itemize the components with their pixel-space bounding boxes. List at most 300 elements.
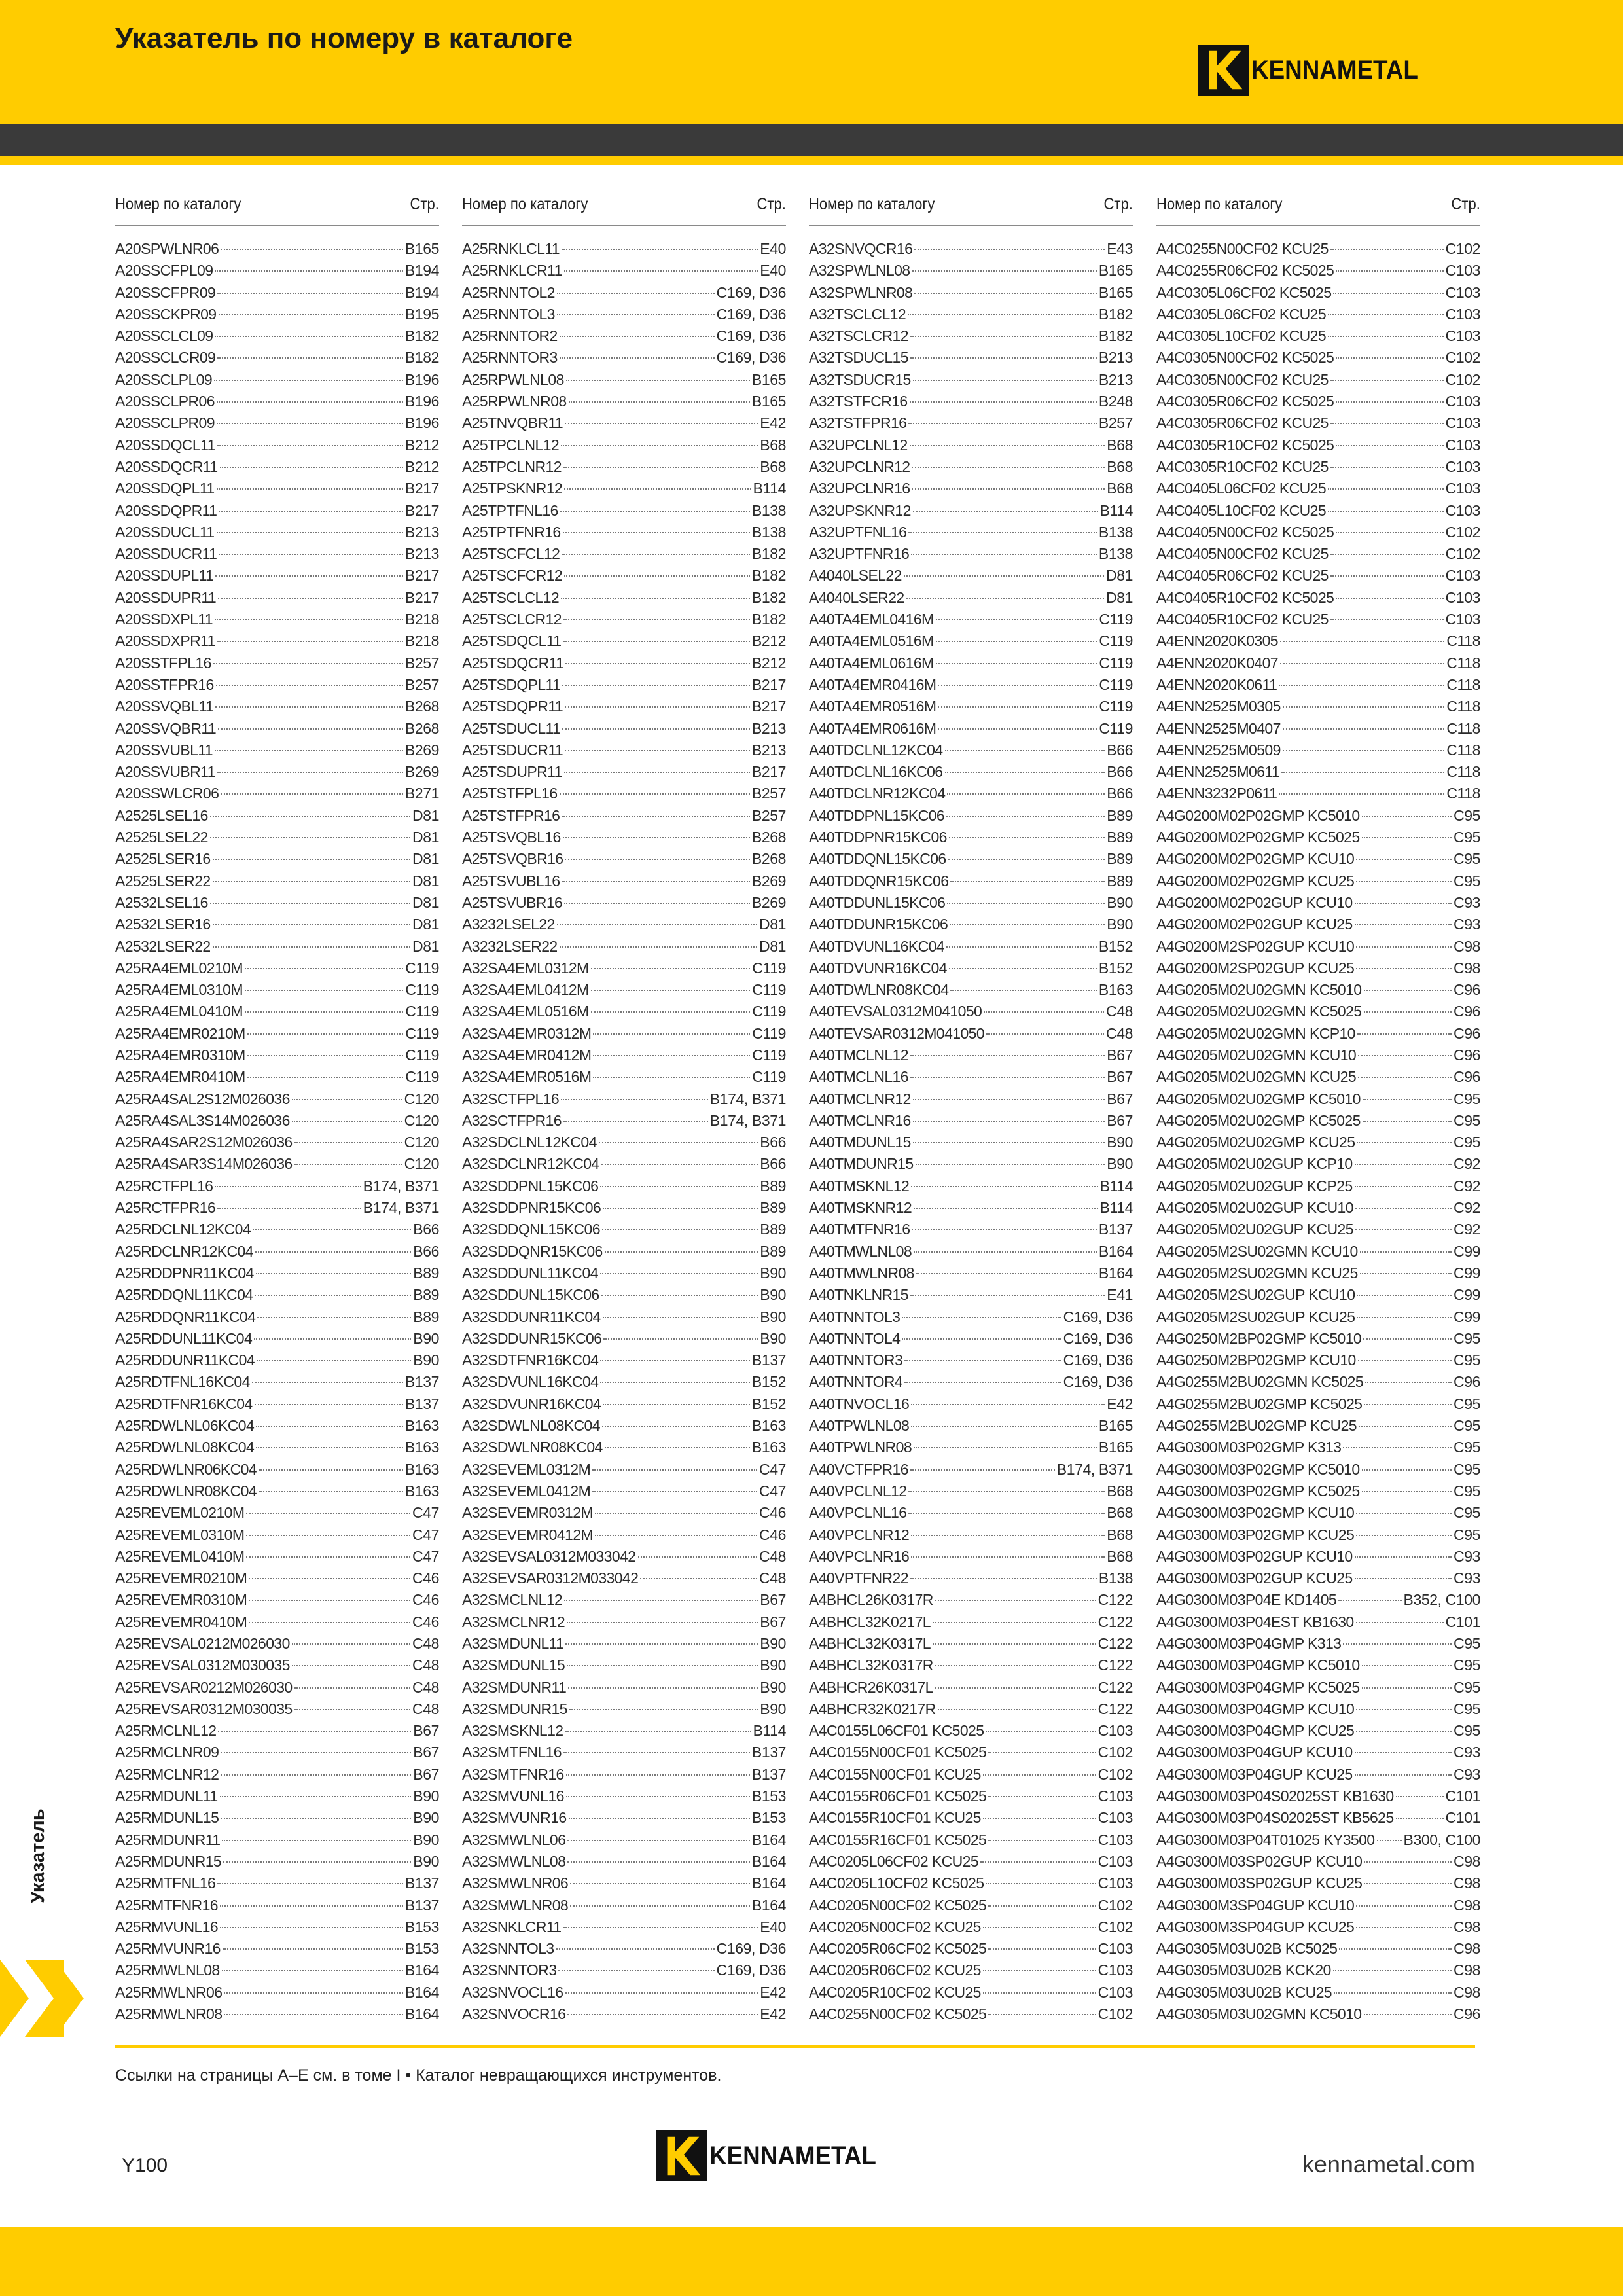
index-entry [809,1742,1133,1763]
index-entry [115,1851,439,1873]
page-reference: C103 [1097,1962,1133,1979]
page-reference: B114 [753,480,786,497]
index-entry [115,412,439,434]
catalog-number: A4G0300M03P02GMP KCU10 [1156,1504,1355,1522]
page-reference: C48 [412,1678,439,1696]
catalog-number: A40TA4EMR0516M [809,698,936,715]
dot-leader [570,1883,750,1884]
page-reference: E42 [760,1983,786,2001]
page-reference: C103 [1097,1722,1133,1740]
catalog-number: A2525LSEL22 [115,829,208,846]
index-entry [1156,1241,1480,1263]
page-reference: C99 [1454,1242,1480,1260]
catalog-number: A25TPCLNL12 [462,436,560,454]
index-entry [1156,1175,1480,1197]
page-reference: C103 [1445,588,1480,606]
index-entry [809,936,1133,958]
dot-leader [950,924,1105,925]
dot-leader [253,1229,411,1230]
page-reference: C95 [1454,1700,1480,1717]
dot-leader [603,1208,758,1209]
dot-leader [294,1164,402,1165]
page-reference: B153 [751,1809,786,1827]
page-reference: B213 [751,741,786,759]
index-entry [115,1633,439,1655]
catalog-number: A32SA4EMR0312M [462,1024,592,1042]
catalog-number: A40TDDUNR15KC06 [809,916,948,933]
page-reference: B217 [751,698,786,715]
kennametal-mark-icon [656,2130,707,2181]
dot-leader [294,1687,410,1689]
index-entry [115,238,439,260]
page-reference: C103 [1445,611,1480,628]
index-entry [809,740,1133,761]
dot-leader [563,532,750,533]
dot-leader [292,1121,402,1122]
page-reference: C119 [1099,675,1133,693]
column-rule [809,225,1133,226]
index-entry [462,1851,786,1873]
page-reference: B257 [751,806,786,824]
page-reference: B66 [1107,741,1133,759]
dot-leader [217,772,403,773]
page-reference: C102 [1097,1896,1133,1914]
index-entry [115,1655,439,1676]
index-entry [1156,1284,1480,1306]
index-entry [462,522,786,543]
page-reference: B137 [404,1874,439,1892]
index-entry [1156,848,1480,870]
index-entry [1156,1219,1480,1240]
page-reference: C103 [1445,305,1480,323]
catalog-number: A25RDCLNL12KC04 [115,1221,251,1238]
dot-leader [216,685,403,686]
page-reference: B182 [404,327,439,345]
index-entry [1156,674,1480,696]
dot-leader [213,881,410,882]
catalog-number: A4C0405L06CF02 KCU25 [1156,480,1327,497]
catalog-number: A4G0205M02U02GUP KCU25 [1156,1221,1353,1238]
column-header [115,191,439,217]
index-entry [1156,1873,1480,1894]
dot-leader [255,1251,411,1253]
catalog-number: A32SEVSAR0312M033042 [462,1570,639,1587]
dot-leader [911,1535,1105,1536]
catalog-number: A25TSCFCL12 [462,545,560,563]
index-entry [462,260,786,281]
catalog-number: A32UPSKNR12 [809,501,911,519]
catalog-number: A4G0300M03P02GMP KC5025 [1156,1482,1360,1499]
catalog-number: A40TA4EML0616M [809,654,934,672]
index-entry [1156,1698,1480,1720]
catalog-number: A32TSDUCR15 [809,370,911,388]
index-entry [1156,979,1480,1001]
index-entry [462,1807,786,1829]
catalog-number: A25RNNTOR3 [462,349,558,367]
index-entry [809,1197,1133,1219]
catalog-number: A4G0300M03P02GUP KCU25 [1156,1570,1353,1587]
dot-leader [294,1142,402,1143]
index-entry [462,304,786,325]
index-entry [115,1589,439,1611]
index-entry [462,1132,786,1153]
page-reference: B300, C100 [1403,1831,1480,1848]
index-entry [1156,1197,1480,1219]
dot-leader [565,663,750,664]
dot-leader [1355,903,1452,904]
catalog-number: A4C0305N00CF02 KC5025 [1156,349,1334,367]
dot-leader [1356,1622,1444,1623]
dot-leader [217,1883,403,1884]
dot-leader [591,968,751,969]
dot-leader [933,1643,1096,1645]
dot-leader [950,990,1096,991]
index-entry [462,1241,786,1263]
page-reference: E40 [760,262,786,279]
kennametal-mark-icon [1198,45,1249,96]
index-entry [809,1829,1133,1851]
dot-leader [640,1578,757,1579]
index-entry [809,1088,1133,1110]
catalog-number: A4G0300M03P04GMP KC5010 [1156,1657,1360,1674]
index-entry [462,1371,786,1393]
catalog-number: A4G0255M2BU02GMP KCU25 [1156,1417,1357,1435]
catalog-number: A40TMTFNR16 [809,1221,910,1238]
catalog-number: A40TA4EML0516M [809,632,934,650]
catalog-number: A4ENN2020K0407 [1156,654,1278,672]
page-reference: C119 [405,1068,439,1086]
index-entry [115,609,439,630]
catalog-number: A40TNNTOL3 [809,1308,901,1325]
page-reference: D81 [1106,567,1133,584]
dot-leader [988,1752,1096,1753]
dot-leader [567,2014,758,2015]
page-reference: B138 [1098,545,1133,563]
index-entry [115,696,439,717]
dot-leader [220,467,403,468]
catalog-number: A4G0250M2BP02GMP KCU10 [1156,1352,1356,1369]
index-entry [462,325,786,347]
page-reference: B163 [404,1482,439,1499]
page-reference: C95 [1454,1482,1480,1499]
catalog-number: A20SSWLCR06 [115,785,219,802]
dot-leader [565,706,750,708]
kennametal-logo [1198,45,1433,96]
page-reference: C46 [412,1570,439,1587]
index-entry [115,630,439,652]
dot-leader [910,1469,1055,1471]
page-reference: C103 [1445,480,1480,497]
page-reference: C103 [1445,457,1480,475]
index-entry [809,870,1133,892]
dot-leader [214,380,403,381]
index-entry [809,1132,1133,1153]
catalog-number: A25RMWLNR08 [115,2005,223,2023]
catalog-number: A32TSTFPR16 [809,414,907,432]
dot-leader [1357,1295,1452,1296]
index-entry [115,282,439,304]
catalog-number: A20SPWLNR06 [115,240,219,257]
column-rule [115,225,439,226]
index-entry [462,1045,786,1066]
dot-leader [1364,2014,1452,2015]
dot-leader [1356,1535,1452,1536]
page-reference: C120 [404,1155,439,1173]
dot-leader [1360,1273,1452,1274]
dot-leader [560,357,715,359]
page-reference: C169, D36 [716,305,786,323]
dot-leader [605,1447,750,1448]
index-entry [115,1023,439,1045]
index-entry [1156,500,1480,522]
dot-leader [557,293,715,294]
index-entry [1156,1350,1480,1371]
index-entry [115,718,439,740]
page-reference: C95 [1454,1111,1480,1129]
catalog-number: A25RNKLCR11 [462,262,562,279]
catalog-number: A25TSVUBR16 [462,893,563,911]
page-reference: C122 [1097,1635,1133,1652]
catalog-number: A25TSCLCL12 [462,588,560,606]
index-entry [462,1001,786,1022]
catalog-number: A32UPCLNR12 [809,457,910,475]
catalog-number: A40TMCLNL12 [809,1046,908,1064]
dot-leader [988,1840,1096,1841]
page-reference: C120 [404,1090,439,1107]
dot-leader [558,1970,714,1971]
index-entry [462,783,786,804]
page-reference: E42 [760,2005,786,2023]
page-reference: C118 [1446,675,1480,693]
catalog-number: A4ENN3232P0611 [1156,785,1277,802]
index-entry [115,1066,439,1088]
dot-leader [988,1948,1096,1950]
page-reference: C169, D36 [716,1940,786,1958]
page-reference: B90 [1107,893,1133,911]
page-reference: B67 [413,1744,439,1761]
page-reference: B68 [1107,1482,1133,1499]
dot-leader [1280,663,1444,664]
page-reference: C92 [1454,1199,1480,1217]
index-entry [1156,958,1480,979]
page-reference: E43 [1107,240,1133,257]
page-reference: C119 [1099,632,1133,650]
dot-leader [911,1186,1097,1187]
dot-leader [1333,293,1443,294]
page-reference: B195 [404,305,439,323]
index-entry [809,979,1133,1001]
dot-leader [220,1905,403,1907]
catalog-number: A4C0155R16CF01 KC5025 [809,1831,987,1848]
page-reference: B164 [404,1962,439,1979]
catalog-number: A4BHCL26K0317R [809,1591,933,1609]
entry-list [809,238,1133,2025]
dot-leader [292,1665,410,1666]
catalog-number: A40VPCLNL12 [809,1482,907,1499]
page-reference: C99 [1454,1264,1480,1282]
index-entry [115,1960,439,1981]
index-entry [115,1785,439,1807]
catalog-number: A32SMWLNL06 [462,1831,566,1848]
index-entry [115,1480,439,1502]
catalog-number: A32SMDUNR15 [462,1700,567,1717]
dot-leader [910,1578,1097,1579]
page-reference: B217 [751,763,786,781]
index-entry [1156,391,1480,412]
catalog-number: A40TMDUNL15 [809,1134,911,1151]
page-reference: C103 [1445,567,1480,584]
page-reference: C47 [412,1526,439,1543]
page-reference: C95 [1454,1657,1480,1674]
index-entry [1156,870,1480,892]
catalog-number: A25REVSAR0312M030035 [115,1700,293,1717]
index-entry [115,936,439,958]
dot-leader [1362,816,1452,817]
footer-rule [115,2045,1475,2048]
index-entry [462,1546,786,1568]
dot-leader [564,488,751,490]
index-entry [115,1306,439,1328]
page-reference: C122 [1097,1657,1133,1674]
catalog-number: A25RMTFNR16 [115,1896,218,1914]
catalog-number: A25RA4SAL3S14M026036 [115,1111,290,1129]
index-entry [115,1415,439,1437]
catalog-number: A40TDCLNL12KC04 [809,741,943,759]
page-reference: C119 [1099,611,1133,628]
page-reference: B152 [751,1395,786,1412]
catalog-number: A25TPSKNR12 [462,480,563,497]
index-entry [462,1742,786,1763]
catalog-number: A25RNNTOL3 [462,305,555,323]
page-reference: C95 [1454,1678,1480,1696]
index-entry [462,543,786,565]
dot-leader [948,859,1105,860]
index-entry [1156,1153,1480,1175]
dot-leader [912,270,1097,272]
catalog-number: A32SNNTOL3 [462,1940,554,1958]
index-entry [462,369,786,391]
page-reference: B68 [1107,1526,1133,1543]
catalog-number: A32SDVUNR16KC04 [462,1395,601,1412]
catalog-number: A32SA4EML0312M [462,959,589,977]
dot-leader [560,793,750,795]
catalog-number: A4BHCR26K0317L [809,1678,933,1696]
catalog-number: A32SMDUNL15 [462,1657,565,1674]
index-entry [1156,1110,1480,1132]
page-reference: B138 [1098,1570,1133,1587]
catalog-number: A4G0205M02U02GMN KC5010 [1156,981,1362,999]
page-reference: C96 [1454,1373,1480,1391]
page-reference: C92 [1454,1177,1480,1194]
dot-leader [935,1600,1096,1601]
dot-leader [1338,1600,1401,1601]
page-reference: B196 [404,370,439,388]
dot-leader [603,1404,750,1405]
catalog-number: A20SSCFPR09 [115,283,216,301]
index-entry [1156,1568,1480,1589]
page-reference: B268 [751,829,786,846]
catalog-number: A4C0155N00CF01 KCU25 [809,1765,981,1783]
dot-leader [562,881,749,882]
dot-leader [1364,1011,1452,1013]
website-link[interactable]: kennametal.com [1302,2151,1475,2178]
index-entry [462,2003,786,2025]
page-reference: B182 [404,349,439,367]
dot-leader [593,1055,750,1056]
dot-leader [908,423,1097,424]
index-entry [809,783,1133,804]
page-reference: C119 [405,1003,439,1020]
page-reference: C99 [1454,1286,1480,1304]
page-reference: C102 [1445,523,1480,541]
dot-leader [936,641,1097,642]
page-reference: B164 [751,1896,786,1914]
catalog-number: A4C0305L10CF02 KCU25 [1156,327,1327,345]
index-entry [115,740,439,761]
index-entry [115,870,439,892]
catalog-number: A25RDWLNL08KC04 [115,1439,255,1456]
page-reference: B165 [1098,262,1133,279]
catalog-number: A25REVSAR0212M026030 [115,1678,293,1696]
catalog-number: A32TSCLCL12 [809,305,906,323]
catalog-number: A4ENN2525M0407 [1156,719,1281,737]
page-reference: C119 [1099,698,1133,715]
index-entry [115,1175,439,1197]
dot-leader [215,706,403,708]
catalog-number: A20SSDUCL11 [115,523,215,541]
index-entry [809,1284,1133,1306]
column-header [809,191,1133,217]
page-reference: C95 [1454,1417,1480,1435]
dot-leader [219,511,403,512]
page-reference: B213 [1098,349,1133,367]
catalog-number: A40VPCLNL16 [809,1504,907,1522]
catalog-number: A25TPCLNR12 [462,457,562,475]
index-entry [115,1153,439,1175]
dot-leader [210,903,410,904]
catalog-number: A32UPTFNR16 [809,545,910,563]
dot-leader [1355,1578,1452,1579]
catalog-number: A25RDTFNL16KC04 [115,1373,250,1391]
page-reference: B213 [1098,370,1133,388]
catalog-number: A20SSDUPR11 [115,588,217,606]
page-reference: B138 [751,523,786,541]
dot-leader [1355,924,1452,925]
catalog-number: A4C0405R06CF02 KCU25 [1156,567,1329,584]
catalog-number: A4G0300M03P04GMP KCU10 [1156,1700,1355,1717]
index-entry [462,1677,786,1698]
dot-leader [217,641,403,642]
page-reference: B352, C100 [1403,1591,1480,1609]
index-entry [115,1829,439,1851]
page-reference: C118 [1446,741,1480,759]
dot-leader [210,837,410,838]
catalog-number: A4G0205M02U02GMN KC5025 [1156,1003,1362,1020]
page-reference: C98 [1454,1852,1480,1870]
page-reference: C119 [1099,654,1133,672]
catalog-number: A32SNNTOR3 [462,1962,557,1979]
catalog-number: A25RDDUNL11KC04 [115,1329,253,1347]
index-entry [462,1829,786,1851]
catalog-number: A25RMDUNR11 [115,1831,221,1848]
catalog-number: A40VCTFPR16 [809,1460,908,1478]
index-entry [1156,412,1480,434]
catalog-number: A25REVEML0310M [115,1526,245,1543]
index-entry [1156,1807,1480,1829]
dot-leader [221,249,403,250]
dot-leader [566,1774,750,1776]
index-entry [1156,1785,1480,1807]
